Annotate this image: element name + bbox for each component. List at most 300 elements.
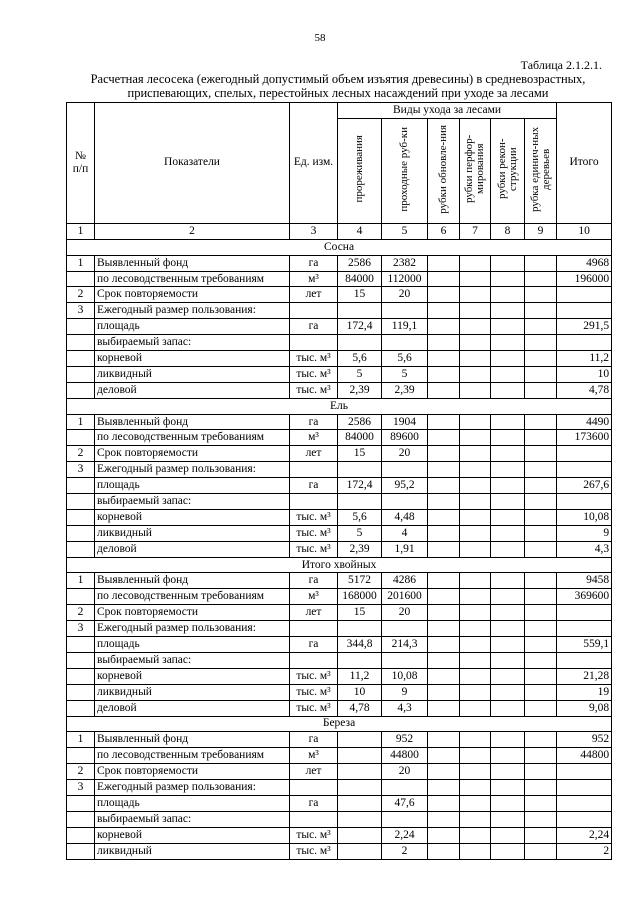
row-value <box>460 605 491 621</box>
allowable-cut-table <box>66 102 612 860</box>
row-indicator: Выявленный фонд <box>95 573 290 589</box>
row-value <box>525 827 557 843</box>
col-number: 10 <box>557 223 612 239</box>
row-number: 3 <box>67 303 95 319</box>
row-value <box>338 732 382 748</box>
row-value <box>491 700 525 716</box>
table-row <box>67 319 612 335</box>
row-total: 9458 <box>557 573 612 589</box>
row-value: 5 <box>338 525 382 541</box>
row-value <box>338 811 382 827</box>
row-value <box>525 494 557 510</box>
row-total <box>557 652 612 668</box>
row-number <box>67 637 95 653</box>
row-indicator: выбираемый запас: <box>95 494 290 510</box>
row-value: 5172 <box>338 573 382 589</box>
row-total <box>557 446 612 462</box>
row-value <box>460 271 491 287</box>
row-number <box>67 494 95 510</box>
header-type-label: рубка единич-ных деревьев <box>528 126 552 212</box>
row-indicator: корневой <box>95 668 290 684</box>
row-value <box>491 795 525 811</box>
row-number <box>67 589 95 605</box>
row-value <box>460 525 491 541</box>
row-total: 21,28 <box>557 668 612 684</box>
row-value <box>460 430 491 446</box>
table-row <box>67 478 612 494</box>
row-value: 344,8 <box>338 637 382 653</box>
table-row <box>67 255 612 271</box>
row-unit <box>290 462 338 478</box>
row-total: 291,5 <box>557 319 612 335</box>
row-unit: га <box>290 573 338 589</box>
row-total <box>557 335 612 351</box>
row-total: 4490 <box>557 414 612 430</box>
row-unit <box>290 303 338 319</box>
row-value <box>525 700 557 716</box>
row-value <box>525 462 557 478</box>
row-value: 47,6 <box>382 795 428 811</box>
row-number <box>67 541 95 557</box>
row-value <box>491 351 525 367</box>
page-number: 58 <box>314 32 326 44</box>
row-value: 112000 <box>382 271 428 287</box>
row-value <box>460 446 491 462</box>
row-value: 5 <box>338 366 382 382</box>
row-value <box>460 668 491 684</box>
row-value <box>491 764 525 780</box>
row-unit: м³ <box>290 589 338 605</box>
table-row <box>67 748 612 764</box>
col-number: 1 <box>67 223 95 239</box>
header-num: № п/п <box>67 103 95 224</box>
row-value: 2586 <box>338 255 382 271</box>
row-unit: тыс. м³ <box>290 541 338 557</box>
table-row <box>67 335 612 351</box>
row-indicator: по лесоводственным требованиям <box>95 430 290 446</box>
row-value <box>525 414 557 430</box>
col-number: 3 <box>290 223 338 239</box>
header-indicators: Показатели <box>95 103 290 224</box>
row-total <box>557 605 612 621</box>
row-value <box>491 303 525 319</box>
row-value <box>491 414 525 430</box>
row-number <box>67 684 95 700</box>
section-title: Сосна <box>67 239 612 255</box>
row-value <box>428 764 460 780</box>
row-unit: лет <box>290 764 338 780</box>
row-indicator: ликвидный <box>95 525 290 541</box>
table-row <box>67 382 612 398</box>
row-value <box>428 795 460 811</box>
row-unit: тыс. м³ <box>290 843 338 859</box>
table-row <box>67 430 612 446</box>
row-value <box>428 827 460 843</box>
row-value <box>338 748 382 764</box>
section-row <box>67 557 612 573</box>
table-row <box>67 843 612 859</box>
row-value: 2,39 <box>338 382 382 398</box>
row-value <box>525 541 557 557</box>
row-value <box>338 652 382 668</box>
row-value <box>338 462 382 478</box>
col-number: 6 <box>428 223 460 239</box>
table-row <box>67 303 612 319</box>
row-indicator: площадь <box>95 795 290 811</box>
row-unit: м³ <box>290 748 338 764</box>
row-unit: га <box>290 319 338 335</box>
row-value: 168000 <box>338 589 382 605</box>
section-row <box>67 239 612 255</box>
row-indicator: Выявленный фонд <box>95 255 290 271</box>
row-value <box>428 621 460 637</box>
row-value <box>338 827 382 843</box>
row-value <box>525 573 557 589</box>
row-value <box>525 795 557 811</box>
table-row <box>67 366 612 382</box>
row-value <box>460 764 491 780</box>
row-value <box>460 366 491 382</box>
row-value <box>525 684 557 700</box>
row-value <box>460 843 491 859</box>
row-indicator: Ежегодный размер пользования: <box>95 780 290 796</box>
row-value <box>525 637 557 653</box>
row-number <box>67 525 95 541</box>
row-number <box>67 351 95 367</box>
row-unit: тыс. м³ <box>290 382 338 398</box>
row-number: 3 <box>67 462 95 478</box>
row-unit: га <box>290 637 338 653</box>
row-indicator: выбираемый запас: <box>95 652 290 668</box>
row-value <box>338 494 382 510</box>
row-indicator: деловой <box>95 541 290 557</box>
col-number: 4 <box>338 223 382 239</box>
row-value <box>428 732 460 748</box>
row-value <box>428 811 460 827</box>
row-number <box>67 795 95 811</box>
row-total: 4,78 <box>557 382 612 398</box>
header-type-reformation-cutting <box>460 118 491 223</box>
row-total: 19 <box>557 684 612 700</box>
row-value <box>428 271 460 287</box>
row-value <box>460 351 491 367</box>
row-value <box>428 319 460 335</box>
row-value: 84000 <box>338 271 382 287</box>
row-number: 1 <box>67 732 95 748</box>
row-value <box>491 462 525 478</box>
row-indicator: выбираемый запас: <box>95 335 290 351</box>
row-value <box>460 732 491 748</box>
row-value <box>491 652 525 668</box>
row-value <box>428 843 460 859</box>
row-total: 10,08 <box>557 509 612 525</box>
row-number <box>67 700 95 716</box>
row-number <box>67 430 95 446</box>
row-value <box>525 366 557 382</box>
table-row <box>67 684 612 700</box>
row-value <box>525 621 557 637</box>
row-indicator: по лесоводственным требованиям <box>95 271 290 287</box>
row-value <box>338 764 382 780</box>
row-unit: га <box>290 414 338 430</box>
row-value <box>525 605 557 621</box>
row-unit: лет <box>290 287 338 303</box>
header-type-single-tree-cutting <box>525 118 557 223</box>
row-value <box>460 637 491 653</box>
row-value: 84000 <box>338 430 382 446</box>
row-value: 5 <box>382 366 428 382</box>
row-number: 3 <box>67 621 95 637</box>
row-value: 2382 <box>382 255 428 271</box>
row-value: 5,6 <box>338 351 382 367</box>
row-number: 1 <box>67 414 95 430</box>
row-value <box>525 780 557 796</box>
row-total: 4,3 <box>557 541 612 557</box>
row-value <box>491 494 525 510</box>
row-value: 89600 <box>382 430 428 446</box>
row-unit <box>290 494 338 510</box>
row-value: 1904 <box>382 414 428 430</box>
row-indicator: корневой <box>95 509 290 525</box>
row-value <box>428 589 460 605</box>
row-number <box>67 319 95 335</box>
row-total: 952 <box>557 732 612 748</box>
row-unit: тыс. м³ <box>290 668 338 684</box>
row-value <box>491 589 525 605</box>
table-row <box>67 509 612 525</box>
row-number: 1 <box>67 573 95 589</box>
row-indicator: площадь <box>95 637 290 653</box>
row-total <box>557 795 612 811</box>
row-value: 4 <box>382 525 428 541</box>
row-total: 369600 <box>557 589 612 605</box>
row-value <box>491 843 525 859</box>
row-value <box>382 335 428 351</box>
row-value <box>491 637 525 653</box>
row-value <box>460 319 491 335</box>
row-value: 15 <box>338 446 382 462</box>
header-type-renewal-cutting <box>428 118 460 223</box>
header-type-label: рубки перфор-мирования <box>463 134 486 204</box>
col-number: 7 <box>460 223 491 239</box>
row-value <box>428 351 460 367</box>
row-value <box>428 494 460 510</box>
row-value <box>428 525 460 541</box>
row-value <box>460 589 491 605</box>
row-value: 119,1 <box>382 319 428 335</box>
row-number <box>67 478 95 494</box>
table-row <box>67 605 612 621</box>
row-total: 10 <box>557 366 612 382</box>
row-number <box>67 382 95 398</box>
row-number <box>67 366 95 382</box>
row-value <box>460 494 491 510</box>
row-value <box>491 287 525 303</box>
row-value: 11,2 <box>338 668 382 684</box>
row-indicator: Срок повторяемости <box>95 287 290 303</box>
row-indicator: Выявленный фонд <box>95 414 290 430</box>
col-number: 8 <box>491 223 525 239</box>
row-value <box>491 446 525 462</box>
row-number <box>67 271 95 287</box>
row-total: 44800 <box>557 748 612 764</box>
row-value <box>525 255 557 271</box>
row-value <box>460 462 491 478</box>
row-indicator: Срок повторяемости <box>95 605 290 621</box>
table-row <box>67 764 612 780</box>
row-indicator: площадь <box>95 478 290 494</box>
row-total <box>557 462 612 478</box>
row-value: 201600 <box>382 589 428 605</box>
row-value <box>428 700 460 716</box>
table-row <box>67 446 612 462</box>
row-value <box>491 748 525 764</box>
row-total: 559,1 <box>557 637 612 653</box>
row-value <box>460 287 491 303</box>
row-value: 95,2 <box>382 478 428 494</box>
row-number: 2 <box>67 287 95 303</box>
row-value <box>525 748 557 764</box>
col-number: 9 <box>525 223 557 239</box>
row-unit: лет <box>290 605 338 621</box>
table-row <box>67 462 612 478</box>
row-unit: тыс. м³ <box>290 684 338 700</box>
table-row <box>67 573 612 589</box>
header-type-label: проходные руб-ки <box>398 126 410 212</box>
col-number: 5 <box>382 223 428 239</box>
row-value <box>428 605 460 621</box>
row-indicator: Срок повторяемости <box>95 764 290 780</box>
row-value <box>491 255 525 271</box>
row-number <box>67 668 95 684</box>
header-type-thinning <box>338 118 382 223</box>
row-value <box>491 780 525 796</box>
row-value <box>525 652 557 668</box>
row-value <box>525 764 557 780</box>
row-value <box>491 573 525 589</box>
row-value: 20 <box>382 764 428 780</box>
row-value <box>460 478 491 494</box>
section-row <box>67 398 612 414</box>
row-value: 5,6 <box>338 509 382 525</box>
table-caption: Расчетная лесосека (ежегодный допустимый объем изъятия древесины) в средневозрастных, приспевающих, спелых, перестойных лесных насаждений при уходе за лесами <box>90 72 586 100</box>
row-unit: га <box>290 795 338 811</box>
row-total: 11,2 <box>557 351 612 367</box>
row-value <box>460 335 491 351</box>
row-total: 2 <box>557 843 612 859</box>
row-value <box>428 478 460 494</box>
row-value <box>525 843 557 859</box>
row-unit: м³ <box>290 271 338 287</box>
row-total: 173600 <box>557 430 612 446</box>
table-row <box>67 732 612 748</box>
row-unit: га <box>290 255 338 271</box>
row-unit: лет <box>290 446 338 462</box>
row-value <box>525 732 557 748</box>
table-row <box>67 637 612 653</box>
row-unit: тыс. м³ <box>290 525 338 541</box>
row-total <box>557 764 612 780</box>
row-indicator: Ежегодный размер пользования: <box>95 462 290 478</box>
row-total: 196000 <box>557 271 612 287</box>
row-indicator: Ежегодный размер пользования: <box>95 303 290 319</box>
row-value: 4,48 <box>382 509 428 525</box>
table-row <box>67 652 612 668</box>
row-value <box>428 541 460 557</box>
row-value <box>382 303 428 319</box>
section-title: Итого хвойных <box>67 557 612 573</box>
row-value <box>460 303 491 319</box>
row-value <box>525 589 557 605</box>
row-value <box>491 541 525 557</box>
row-total <box>557 494 612 510</box>
row-unit: тыс. м³ <box>290 366 338 382</box>
row-number: 2 <box>67 605 95 621</box>
row-value: 952 <box>382 732 428 748</box>
row-value <box>428 509 460 525</box>
row-value <box>460 255 491 271</box>
header-type-reconstruction-cutting <box>491 118 525 223</box>
row-value <box>525 478 557 494</box>
row-value <box>338 843 382 859</box>
header-type-label: прореживания <box>353 135 365 203</box>
row-value <box>382 811 428 827</box>
table-row <box>67 494 612 510</box>
row-value <box>428 684 460 700</box>
table-row <box>67 811 612 827</box>
row-value <box>491 811 525 827</box>
row-value <box>525 668 557 684</box>
row-unit <box>290 780 338 796</box>
row-value <box>428 637 460 653</box>
row-value <box>382 621 428 637</box>
row-value <box>491 335 525 351</box>
table-label: Таблица 2.1.2.1. <box>520 58 602 72</box>
row-value <box>491 684 525 700</box>
header-care-types: Виды ухода за лесами <box>338 103 557 119</box>
row-value <box>428 414 460 430</box>
section-title: Береза <box>67 716 612 732</box>
header-unit: Ед. изм. <box>290 103 338 224</box>
table-row <box>67 541 612 557</box>
row-value <box>491 382 525 398</box>
header-total: Итого <box>557 103 612 224</box>
row-value <box>428 303 460 319</box>
row-value <box>428 430 460 446</box>
row-value <box>491 319 525 335</box>
row-number <box>67 827 95 843</box>
row-value: 4,3 <box>382 700 428 716</box>
row-value: 2,39 <box>382 382 428 398</box>
row-total: 2,24 <box>557 827 612 843</box>
row-value: 214,3 <box>382 637 428 653</box>
row-unit: тыс. м³ <box>290 351 338 367</box>
row-unit <box>290 335 338 351</box>
row-value: 1,91 <box>382 541 428 557</box>
row-value <box>491 668 525 684</box>
row-value <box>460 382 491 398</box>
row-value: 20 <box>382 446 428 462</box>
row-indicator: выбираемый запас: <box>95 811 290 827</box>
row-value <box>525 446 557 462</box>
row-indicator: деловой <box>95 700 290 716</box>
row-value: 2,39 <box>338 541 382 557</box>
row-value <box>338 303 382 319</box>
row-value <box>491 430 525 446</box>
row-value <box>460 780 491 796</box>
row-value: 4,78 <box>338 700 382 716</box>
row-number <box>67 652 95 668</box>
